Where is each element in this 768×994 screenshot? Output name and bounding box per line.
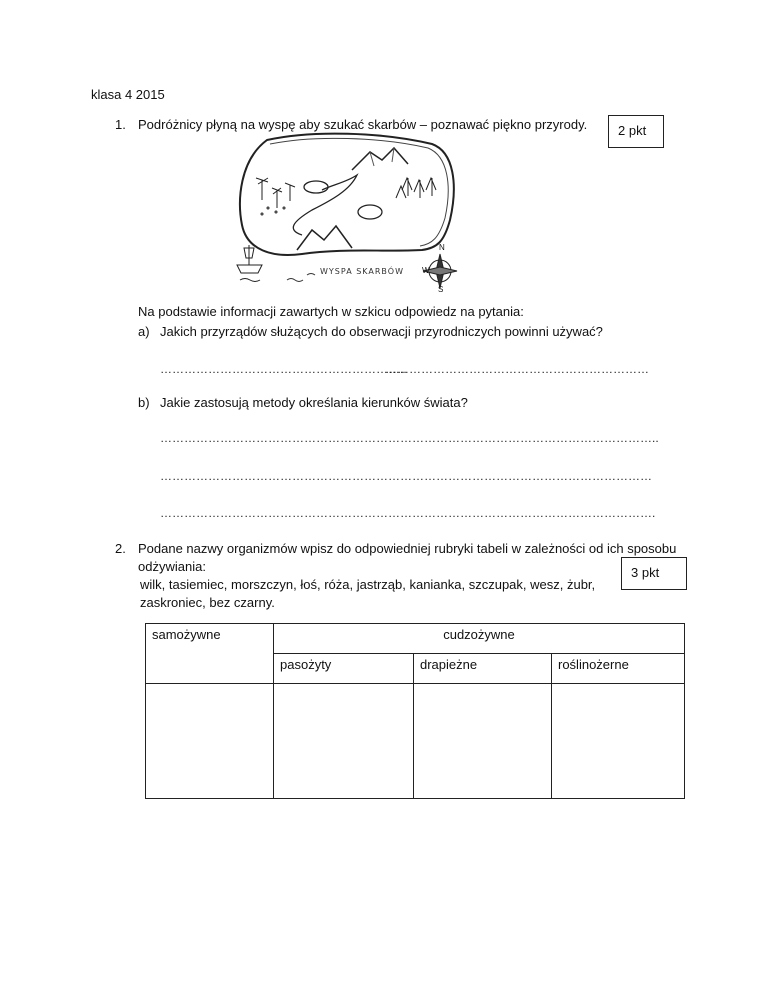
answer-line-1b-1[interactable]: …………………………………………………………………………………………………………….. bbox=[160, 431, 659, 445]
question-1a-label: a) bbox=[138, 324, 150, 339]
answer-cell-predators[interactable] bbox=[414, 684, 552, 799]
answer-line-1b-2[interactable]: …………………………………………………………………………………………………………… bbox=[160, 469, 652, 483]
class-label: klasa 4 2015 bbox=[91, 87, 165, 102]
treasure-island-map bbox=[232, 130, 462, 300]
compass-north-label: N bbox=[439, 243, 445, 252]
answer-line-1b-3[interactable]: ……………………………………………………………………………………………………………. bbox=[160, 506, 656, 520]
map-caption: WYSPA SKARBÓW bbox=[320, 267, 404, 276]
question-2-points: 3 pkt bbox=[631, 565, 660, 580]
compass-south-label: S bbox=[438, 285, 444, 294]
question-1b-text: Jakie zastosują metody określania kierunków świata? bbox=[160, 395, 468, 410]
subheader-parasites bbox=[274, 654, 414, 684]
subheader-herbivores-label: roślinożerne bbox=[558, 657, 629, 672]
question-1a-text: Jakich przyrządów służących do obserwacji przyrodniczych powinni używać? bbox=[160, 324, 603, 339]
header-autotrophs bbox=[146, 624, 274, 684]
organisms-list-line-2: zaskroniec, bez czarny. bbox=[140, 595, 275, 610]
answer-line-1a-2[interactable]: ………………………………………………………… bbox=[385, 362, 649, 376]
answer-cell-herbivores[interactable] bbox=[552, 684, 685, 799]
answer-line-1a-1[interactable]: …………………………………………………….. bbox=[160, 362, 407, 376]
question-1b-label: b) bbox=[138, 395, 150, 410]
question-2-line-1: Podane nazwy organizmów wpisz do odpowiedniej rubryki tabeli w zależności od ich sposobu bbox=[138, 541, 677, 556]
subheader-parasites-label: pasożyty bbox=[280, 657, 332, 672]
question-1-text: Podróżnicy płyną na wyspę aby szukać skarbów – poznawać piękno przyrody. bbox=[138, 117, 588, 132]
organisms-table bbox=[145, 623, 685, 799]
header-heterotrophs bbox=[274, 624, 685, 654]
question-2-line-2: odżywiania: bbox=[138, 559, 206, 574]
compass-west-label: W bbox=[422, 266, 430, 275]
question-2-number: 2. bbox=[115, 541, 126, 556]
answer-cell-autotrophs[interactable] bbox=[146, 684, 274, 799]
question-2-points-box bbox=[621, 557, 687, 590]
question-1-points-box bbox=[608, 115, 664, 148]
subheader-herbivores bbox=[552, 654, 685, 684]
header-heterotrophs-label: cudzożywne bbox=[443, 627, 515, 642]
question-1-points: 2 pkt bbox=[618, 123, 647, 138]
question-1-intro: Na podstawie informacji zawartych w szkicu odpowiedz na pytania: bbox=[138, 304, 524, 319]
subheader-predators-label: drapieżne bbox=[420, 657, 478, 672]
answer-cell-parasites[interactable] bbox=[274, 684, 414, 799]
question-1-number: 1. bbox=[115, 117, 126, 132]
organisms-list-line-1: wilk, tasiemiec, morszczyn, łoś, róża, jastrząb, kanianka, szczupak, wesz, żubr, bbox=[140, 577, 596, 592]
subheader-predators bbox=[414, 654, 552, 684]
header-autotrophs-label: samożywne bbox=[152, 627, 221, 642]
